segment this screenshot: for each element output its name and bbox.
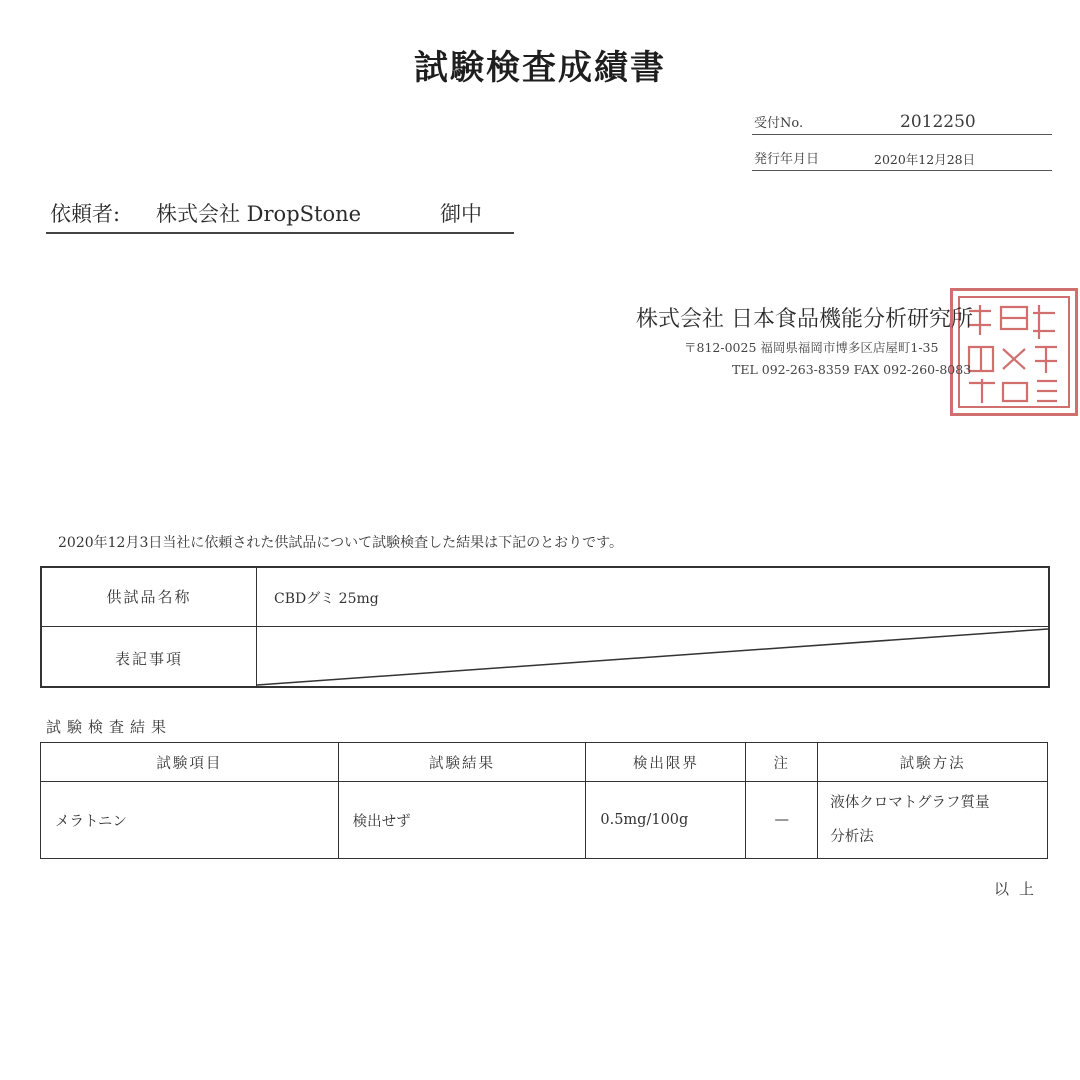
issue-date-value: 2020年12月28日	[874, 152, 976, 167]
col-header-result: 試験結果	[338, 743, 586, 782]
intro-text: 2020年12月3日当社に依頼された供試品について試験検査した結果は下記のとおりです。	[58, 535, 623, 551]
sample-name-value: CBDグミ 25mg	[274, 591, 379, 607]
col-header-limit: 検出限界	[586, 743, 746, 782]
result-value: 検出せず	[338, 782, 586, 859]
receipt-number-label: 受付No.	[754, 116, 804, 131]
client-name: 株式会社 DropStone	[156, 202, 362, 226]
issuer-address: 〒812-0025 福岡県福岡市博多区店屋町1-35	[684, 340, 939, 355]
sample-info-table	[40, 566, 1050, 688]
col-header-item: 試験項目	[41, 743, 339, 782]
issue-date-label: 発行年月日	[754, 152, 820, 167]
issue-date-row	[752, 148, 1052, 171]
results-table	[40, 742, 1048, 859]
receipt-number-value: 2012250	[900, 112, 976, 132]
receipt-number-row	[752, 112, 1052, 135]
result-limit: 0.5mg/100g	[586, 782, 746, 859]
notation-empty-strike	[257, 627, 1048, 687]
client-honorific: 御中	[440, 202, 482, 226]
notation-label: 表記事項	[114, 650, 183, 668]
result-method	[818, 782, 1048, 859]
closing-mark: 以上	[994, 880, 1045, 898]
sample-name-label: 供試品名称	[106, 588, 192, 606]
results-header-row	[41, 743, 1048, 782]
issuer-name: 株式会社 日本食品機能分析研究所	[636, 307, 973, 332]
document-title: 試験検査成績書	[414, 48, 666, 88]
client-label: 依頼者:	[50, 202, 121, 226]
result-note: —	[746, 782, 818, 859]
col-header-note: 注	[746, 743, 818, 782]
table-row	[41, 782, 1048, 859]
client-line	[46, 200, 514, 234]
result-method-line2: 分析法	[830, 829, 874, 845]
result-method-line1: 液体クロマトグラフ質量	[830, 795, 990, 811]
results-section-label: 試験検査結果	[46, 718, 173, 736]
col-header-method: 試験方法	[818, 743, 1048, 782]
result-item: メラトニン	[41, 782, 339, 859]
issuer-contact: TEL 092-263-8359 FAX 092-260-8083	[732, 362, 972, 377]
